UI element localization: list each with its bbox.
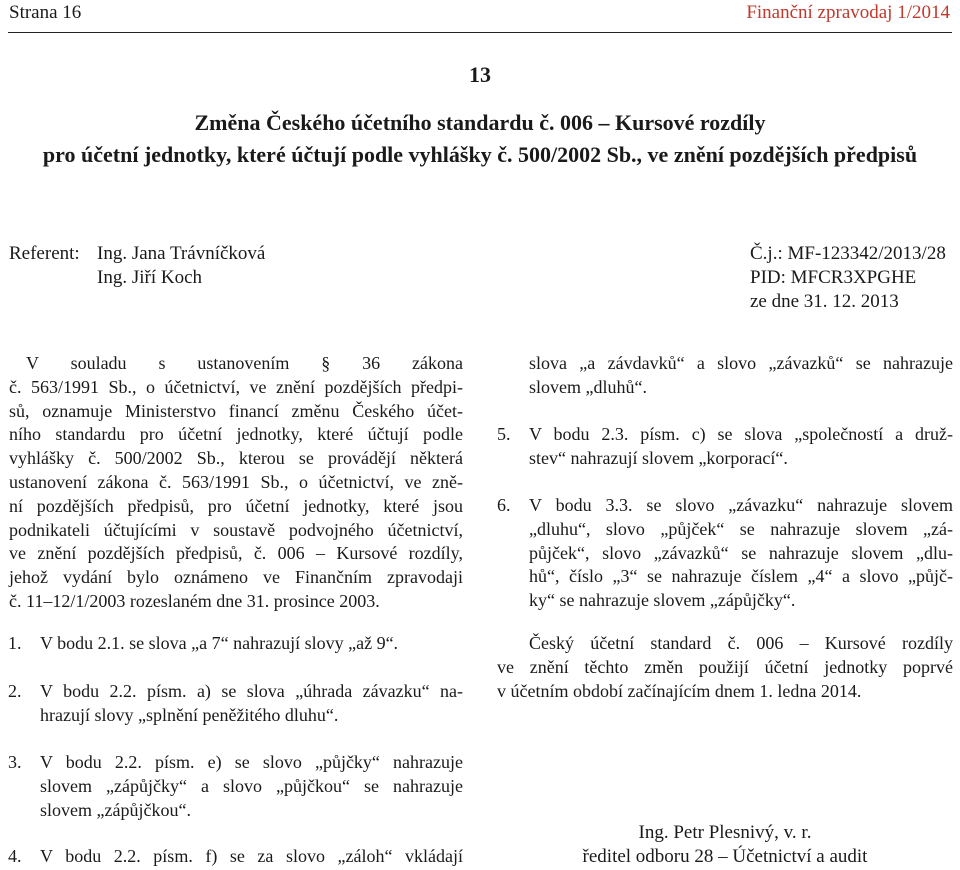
item-4-continuation	[529, 352, 953, 400]
item-text: slova „a závdavků“ a slovo „závazků“ se nahrazuje	[529, 353, 953, 373]
item-text: hů“, číslo „3“ se nahrazuje číslem „4“ a slovo „půjč-	[529, 566, 953, 587]
item-text: hrazují slovy „splnění peněžitého dluhu“.	[40, 704, 339, 725]
item-text: půjček“, slovo „závazků“ se nahrazuje slovem „dlu-	[529, 542, 953, 563]
list-item	[497, 494, 953, 614]
intro-line: ního standardu pro účetní jednotky, které účtují podle	[9, 424, 463, 445]
referent-label: Referent:	[9, 243, 80, 264]
item-text: slovem „zápůjčky“ a slovo „půjčkou“ se nahrazuje	[40, 775, 463, 796]
item-text: V bodu 2.3. písm. c) se slova „společností a druž-	[529, 424, 953, 444]
closing-line: v účetním období začínajícím dnem 1. ledna 2014.	[497, 680, 862, 701]
item-number: 5.	[497, 424, 511, 444]
item-text: V bodu 2.2. písm. f) se za slovo „záloh“ vkládají	[40, 846, 463, 866]
pid: PID: MFCR3XPGHE	[750, 267, 917, 288]
header-rule	[8, 32, 952, 33]
item-text: „dluhu“, slovo „půjček“ se nahrazuje slovem „zá-	[529, 518, 953, 539]
signatory-name: Ing. Petr Plesnivý, v. r.	[638, 822, 812, 843]
intro-line: sů, oznamuje Ministerstvo financí změnu Českého účet-	[9, 400, 463, 421]
page-number: Strana 16	[9, 2, 82, 23]
item-text: V bodu 2.2. písm. e) se slovo „půjčky“ nahrazuje	[40, 752, 463, 772]
referent-name-2: Ing. Jiří Koch	[97, 267, 203, 288]
intro-line: č. 11–12/1/2003 rozeslaném dne 31. prosince 2003.	[9, 590, 380, 611]
closing-line: ve znění těchto změn použijí účetní jednotky poprvé	[497, 656, 953, 677]
intro-line: V souladu s ustanovením § 36 zákona	[26, 353, 463, 373]
intro-paragraph	[9, 352, 463, 614]
intro-line: podnikateli účtujícími v soustavě podvojného účetnictví,	[9, 519, 463, 540]
intro-line: ve znění pozdějších předpisů, č. 006 – Kursové rozdíly,	[9, 543, 463, 564]
document-title-line-1: Změna Českého účetního standardu č. 006 – Kursové rozdíly	[194, 110, 766, 135]
item-number: 6.	[497, 495, 511, 515]
item-text: V bodu 2.2. písm. a) se slova „úhrada závazku“ na-	[40, 681, 463, 701]
closing-line: Český účetní standard č. 006 – Kursové rozdíly	[529, 633, 953, 653]
list-item	[8, 632, 464, 656]
signatory-role: ředitel odboru 28 – Účetnictví a audit	[582, 846, 868, 867]
closing-paragraph	[497, 632, 953, 703]
intro-line: vyhlášky č. 500/2002 Sb., kterou se provádějí některá	[9, 448, 463, 469]
reference-number: Č.j.: MF-123342/2013/28	[750, 243, 946, 264]
item-number: 4.	[8, 846, 22, 866]
list-item	[8, 680, 464, 728]
document-title-line-2: pro účetní jednotky, které účtují podle vyhlášky č. 500/2002 Sb., ve znění pozdějších předpisů	[42, 142, 918, 167]
item-number: 3.	[8, 752, 22, 772]
referent-name-1: Ing. Jana Trávníčková	[97, 243, 266, 264]
intro-line: ustanovení zákona č. 563/1991 Sb., o účetnictví, ve zně-	[9, 471, 463, 492]
intro-line: jehož vydání bylo oznámeno ve Finančním zpravodaji	[9, 567, 463, 588]
list-item	[8, 751, 464, 823]
list-item	[497, 423, 953, 471]
item-text: slovem „zápůjčkou“.	[40, 799, 191, 820]
journal-title: Finanční zpravodaj 1/2014	[746, 2, 950, 23]
item-number: 1.	[8, 633, 22, 653]
item-number: 2.	[8, 681, 22, 701]
item-text: V bodu 3.3. se slovo „závazku“ nahrazuje slovem	[529, 495, 953, 515]
intro-line: č. 563/1991 Sb., o účetnictví, ve znění pozdějších předpi-	[9, 376, 463, 397]
item-text: V bodu 2.1. se slova „a 7“ nahrazují slovy „až 9“.	[40, 633, 399, 653]
list-item	[8, 845, 464, 869]
item-text: stev“ nahrazují slovem „korporací“.	[529, 447, 788, 468]
document-number: 13	[469, 62, 491, 87]
document-date: ze dne 31. 12. 2013	[750, 291, 899, 312]
item-text: ky“ se nahrazuje slovem „zápůjčky“.	[529, 590, 796, 611]
item-text: slovem „dluhů“.	[529, 376, 647, 397]
intro-line: ní pozdějších předpisů, pro účetní jednotky, které jsou	[9, 495, 463, 516]
